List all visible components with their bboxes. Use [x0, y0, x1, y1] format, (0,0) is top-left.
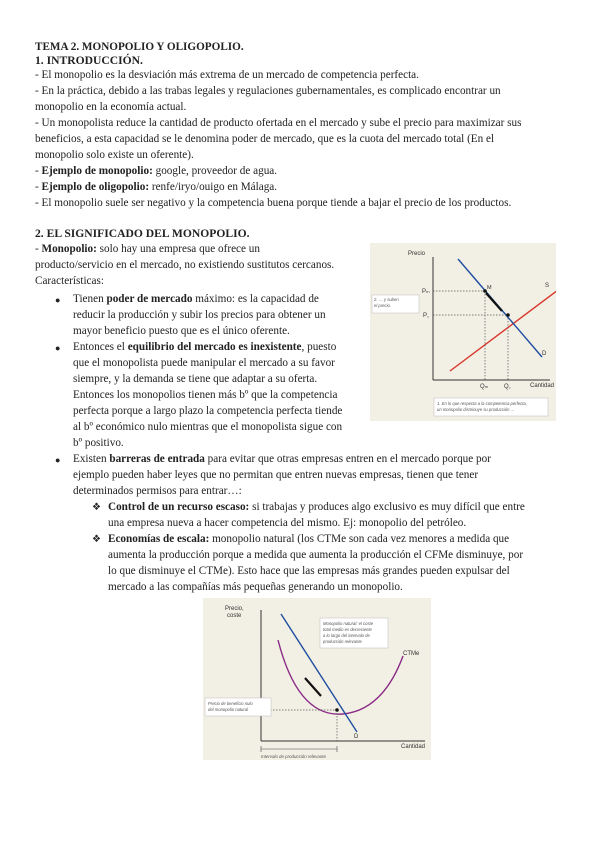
sub-bullet-2-post: monopolio natural (los CTMe son cada vez menores a medida que [209, 533, 510, 545]
bullet-1-line-3: mayor beneficio puesto que es el único oferente. [73, 325, 290, 337]
bullet-dot: ● [55, 295, 61, 305]
natural-monopoly-figure [203, 598, 431, 760]
interval-label: Intervalo de producción relevante [261, 754, 326, 759]
bullet-3-bold: barreras de entrada [109, 453, 205, 465]
bullet-2-line-6: al bº económico nulo mientras que el monopolista sigue con [73, 421, 343, 433]
section-1-heading: 1. INTRODUCCIÓN. [35, 54, 143, 67]
intro-line-6: monopolio solo existe un oferente). [35, 149, 194, 161]
bullet-2-line-3: siempre, y la demanda se tiene que adaptar a su oferta. [73, 373, 318, 385]
intro-line-3: monopolio en la economía actual. [35, 101, 187, 113]
monopoly-def-2: producto/servicio en el mercado, no existiendo sustitutos cercanos. [35, 259, 335, 271]
bullet-2-line-5: perfecta porque a largo plazo la competencia perfecta tiende [73, 405, 343, 417]
example-monopoly: - Ejemplo de monopolio: google, proveedor de agua. [35, 165, 278, 177]
bullet-3-line-3: determinados permisos para entrar…: [73, 485, 242, 497]
bullet-1-line-2: reducir la producción y subir los precios para obtener un [73, 309, 326, 321]
example-monopoly-label: Ejemplo de monopolio: [41, 165, 153, 177]
sub-bullet-2-bold: Economías de escala: [108, 533, 210, 545]
m-label: M [487, 285, 492, 291]
ctme-label: CTMe [403, 651, 420, 657]
x-axis-label: Cantidad [530, 383, 555, 389]
pm-label: Pₘ [422, 289, 430, 295]
box-line-1: Precio de beneficio nulo [208, 701, 253, 706]
sub-bullet-1-line-1 [108, 500, 525, 516]
bullet-2-post: , puesto [301, 341, 337, 353]
bullet-1-bold: poder de mercado [106, 293, 193, 305]
monopoly-definition: - Monopolio: solo hay una empresa que ofrece un [35, 243, 260, 255]
example-oligopoly: - Ejemplo de oligopolio: renfe/iryo/ouigo en Málaga. [35, 181, 278, 193]
intro-line-2: - En la práctica, debido a las trabas legales y regulaciones gubernamentales, es complicado encontrar un [35, 85, 501, 97]
qm-label: Qₘ [480, 384, 489, 390]
example-oligopoly-text: renfe/iryo/ouigo en Málaga. [149, 181, 278, 193]
characteristics-label: Características: [35, 275, 104, 287]
diamond-bullet-icon: ❖ [92, 534, 101, 545]
figure-1-svg [370, 243, 556, 421]
sub-bullet-1-bold: Control de un recurso escaso: [108, 501, 250, 513]
bullet-1-line-1 [73, 292, 319, 308]
note-box-line-2: el precio. [374, 303, 391, 308]
page-title: TEMA 2. MONOPOLIO Y OLIGOPOLIO. [35, 41, 244, 53]
intro-line-4: - Un monopolista reduce la cantidad de producto ofertada en el mercado y sube el precio para maximizar sus [35, 117, 522, 129]
note-line-3: a lo largo del intervalo de [323, 633, 370, 638]
section-2-heading: 2. EL SIGNIFICADO DEL MONOPOLIO. [35, 227, 250, 240]
figure-2-svg [203, 598, 431, 760]
qc-label: Q꜀ [504, 384, 511, 390]
bullet-dot: ● [55, 343, 61, 353]
sub-bullet-2-line-2: aumenta la producción porque a medida que aumenta la producción el CFMe disminuye, por [108, 549, 524, 561]
bullet-2-line-1 [73, 340, 336, 356]
intro-line-5: beneficios, a esta capacidad se le denomina poder de mercado, que es la cuota del mercado total (En el [35, 133, 495, 145]
caption-line-1: 1. En lo que respecta a la competencia perfecta, [437, 401, 527, 406]
bullet-2-line-4: Entonces los monopolios tienen más bº que la competencia [73, 389, 338, 401]
sub-bullet-2-line-1 [108, 532, 509, 548]
bullet-2-line-7: bº positivo. [73, 437, 124, 449]
diamond-bullet-icon: ❖ [92, 502, 101, 513]
note-box-line-1: 2. … y suben [374, 297, 399, 302]
note-line-4: producción relevante [323, 639, 362, 644]
d-label: D [354, 734, 359, 740]
note-line-2: total medio es decreciente [323, 627, 372, 632]
equilibrium-point [506, 313, 510, 317]
monopoly-vs-competition-figure [370, 243, 556, 421]
bullet-3-pre: Existen [73, 453, 110, 465]
intro-line-1: - El monopolio es la desviación más extrema de un mercado de competencia perfecta. [35, 69, 419, 81]
bullet-1-pre: Tienen [73, 293, 107, 305]
caption-line-2: un monopolio disminuye su producción … [437, 407, 515, 412]
sub-bullet-2-line-4: mercado a las compañías más pequeñas generando un monopolio. [108, 581, 403, 593]
bullet-dot: ● [55, 455, 61, 465]
y-axis-label-2: coste [227, 613, 242, 619]
pc-label: P꜀ [423, 313, 430, 319]
monopoly-label: Monopolio: [41, 243, 97, 255]
sub-bullet-1-post: si trabajas y produces algo exclusivo es muy difícil que entre [249, 501, 525, 513]
example-oligopoly-label: Ejemplo de oligopolio: [41, 181, 150, 193]
bullet-3-line-1 [73, 452, 491, 468]
monopoly-def-1: solo hay una empresa que ofrece un [96, 243, 260, 255]
bullet-3-post: para evitar que otras empresas entren en el mercado porque por [204, 453, 491, 465]
bullet-2-pre: Entonces el [73, 341, 128, 353]
sub-bullet-2-line-3: lo que disminuye el CTMe). Esto hace que las empresas más grandes pueden expulsar del [108, 565, 510, 577]
box-line-2: del monopolio natural [208, 707, 249, 712]
s-label: S [545, 283, 550, 289]
note-line-1: Monopolio natural: el coste [323, 621, 374, 626]
zero-profit-point [335, 708, 339, 712]
bullet-3-line-2: ejemplo pueden haber leyes que no permitan que entren nuevas empresas, tienen que tener [73, 469, 479, 481]
bullet-2-bold: equilibrio del mercado es inexistente [127, 341, 302, 353]
y-axis-label-1: Precio, [225, 606, 244, 612]
intro-last-line: - El monopolio suele ser negativo y la competencia buena porque tiende a bajar el precio de los productos. [35, 197, 512, 209]
x-axis-label: Cantidad [401, 744, 426, 750]
y-axis-label: Precio [408, 251, 426, 257]
d-label: D [542, 351, 547, 357]
bullet-1-post: máximo: es la capacidad de [192, 293, 319, 305]
bullet-2-line-2: que el monopolista puede manipular el mercado a su favor [73, 357, 335, 369]
example-monopoly-text: google, proveedor de agua. [152, 165, 278, 177]
sub-bullet-1-line-2: una empresa nueva a hacer competencia del mismo. Ej: monopolio del petróleo. [108, 517, 467, 529]
